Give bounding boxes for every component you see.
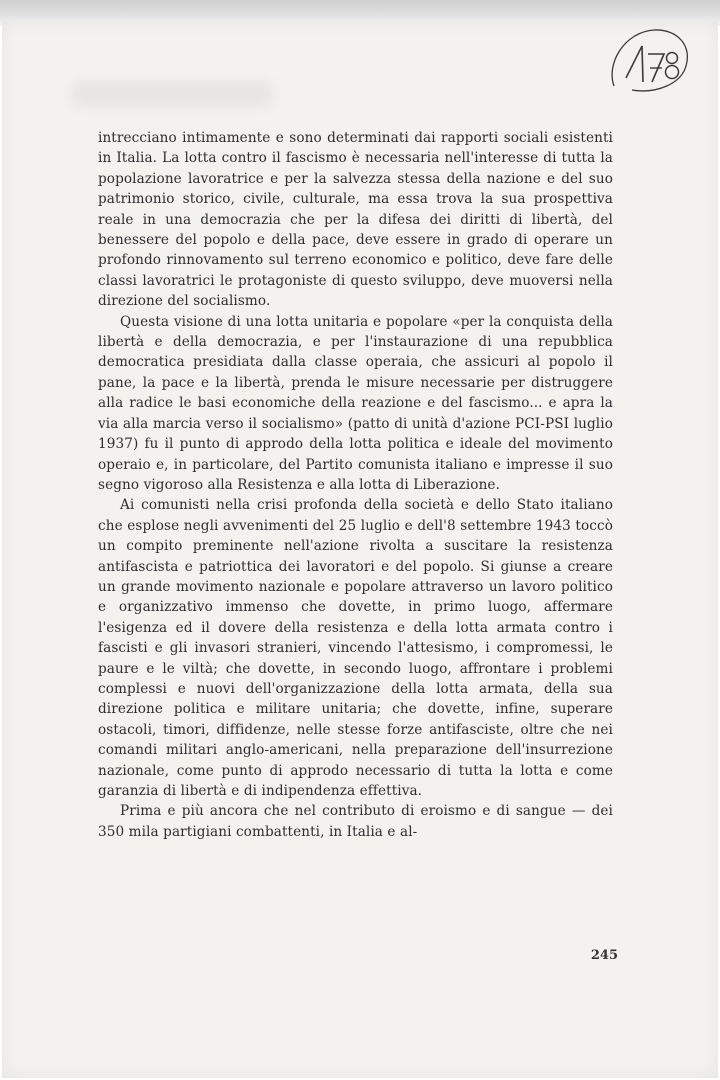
scan-smudge — [72, 82, 272, 106]
paragraph: Questa visione di una lotta unitaria e popolare «per la conquista della libertà e della democrazia, e per l'instaurazione di una repubblica democratica presidiata dalla classe operaia, che assicuri al popolo il pane, la pace e la libertà, prenda le misure necessarie per distruggere alla radice le basi economiche della reazione e del fascismo... e apra la via alla marcia verso il socialismo» (patto di unità d'azione PCI-PSI luglio 1937) fu il punto di approdo della lotta politica e ideale del movimento operaio e, in particolare, del Partito comunista italiano e impresse il suo segno vigoroso alla Resistenza e alla lotta di Liberazione. — [98, 313, 613, 493]
paragraph: Ai comunisti nella crisi profonda della società e dello Stato italiano che esplose negli avvenimenti del 25 luglio e dell'8 settembre 1943 toccò un compito preminente nell'azione rivolta a suscitare la resistenza antifascista e patriottica dei lavoratori e del popolo. Si giunse a creare un grande movimento nazionale e popolare attraverso un lavoro politico e organizzativo immenso che dovette, in primo luogo, affermare l'esigenza ed il dovere della resistenza e della lotta armata contro i fascisti e gli invasori stranieri, vincendo l'attesismo, i compromessi, le paure e le viltà; che dovette, in secondo luogo, affrontare i problemi complessi e nuovi dell'organizzazione della lotta armata, della sua direzione politica e militare unitaria; che dovette, infine, superare ostacoli, timori, diffidenze, nelle stesse forze antifasciste, oltre che nei comandi militari anglo-americani, nella preparazione dell'insurrezione nazionale, come punto di approdo necessario di tutta la lotta e come garanzia di libertà e di indipendenza effettiva. — [98, 497, 613, 799]
circled-number-178 — [606, 24, 690, 100]
body-text — [98, 128, 613, 842]
paragraph: intrecciano intimamente e sono determinati dai rapporti sociali esistenti in Italia. La lotta contro il fascismo è necessaria nell'interesse di tutta la popolazione lavoratrice e per la salvezza stessa della nazione e del suo patrimonio storico, civile, culturale, ma essa trova la sua prospettiva reale in una democrazia che per la difesa dei diritti di libertà, del benessere del popolo e della pace, deve essere in grado di operare un profondo rinnovamento sul terreno economico e politico, deve fare delle classi lavoratrici le protagoniste di questo sviluppo, deve muoversi nella direzione del socialismo. — [98, 130, 613, 310]
paragraph: Prima e più ancora che nel contributo di eroismo e di sangue — dei 350 mila partigiani combattenti, in Italia e al- — [98, 803, 613, 840]
handwritten-page-annotation — [606, 24, 690, 100]
page-number: 245 — [590, 948, 618, 963]
